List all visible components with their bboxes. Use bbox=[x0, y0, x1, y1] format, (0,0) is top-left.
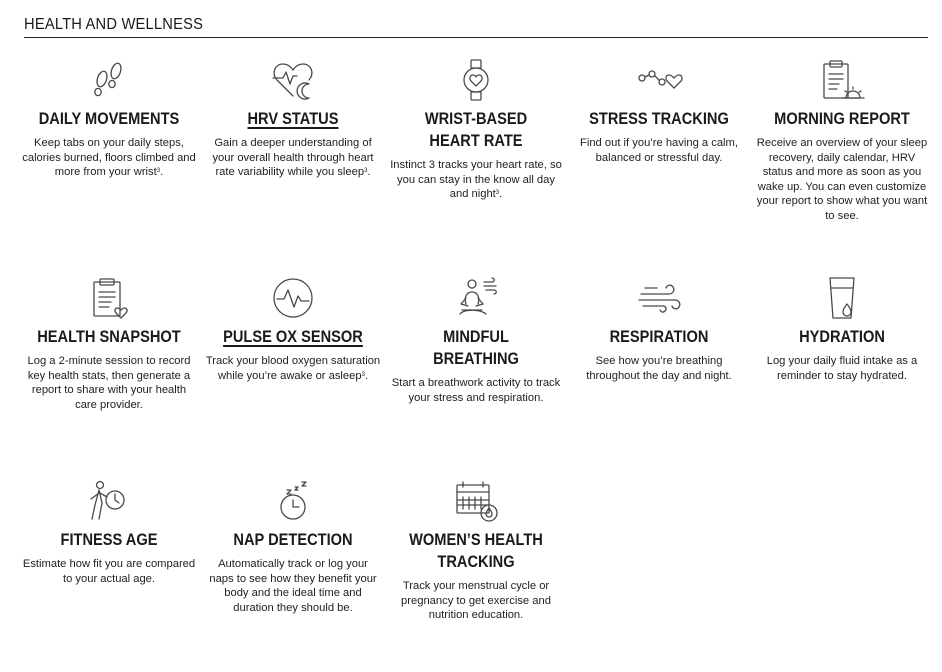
feature-description: See how you’re breathing throughout the day and night. bbox=[586, 355, 732, 382]
feature-title: MINDFUL BREATHING bbox=[433, 327, 519, 368]
nap-clock-icon bbox=[269, 477, 317, 525]
feature-pulse-ox bbox=[205, 274, 381, 383]
pulse-ox-sensor-link[interactable]: PULSE OX SENSOR bbox=[223, 327, 363, 346]
feature-health-snapshot bbox=[21, 274, 197, 412]
feature-nap-detection bbox=[205, 477, 381, 615]
pulse-ox-icon bbox=[269, 274, 317, 322]
feature-description: Start a breathwork activity to track your stress and respiration. bbox=[391, 377, 561, 404]
feature-description: Automatically track or log your naps to see how they benefit your body and the ideal time and duration they should be. bbox=[209, 558, 377, 614]
feature-title: STRESS TRACKING bbox=[589, 109, 729, 128]
feature-title: FITNESS AGE bbox=[60, 530, 158, 549]
watch-heart-icon bbox=[452, 56, 500, 104]
feature-morning-report bbox=[754, 56, 930, 224]
feature-description: Log a 2-minute session to record key health stats, then generate a report to share with your health care provider. bbox=[27, 355, 191, 411]
hrv-status-link[interactable]: HRV STATUS bbox=[247, 109, 339, 128]
calendar-drop-icon bbox=[452, 477, 500, 525]
clipboard-sunrise-icon bbox=[818, 56, 866, 104]
runner-clock-icon bbox=[85, 477, 133, 525]
wind-icon bbox=[635, 274, 683, 322]
feature-description: Instinct 3 tracks your heart rate, so you can stay in the know all day and night$^3$. bbox=[390, 159, 562, 201]
feature-description: Estimate how fit you are compared to your actual age. bbox=[22, 558, 196, 585]
water-glass-icon bbox=[818, 274, 866, 322]
feature-title: MORNING REPORT bbox=[774, 109, 910, 128]
feature-title: NAP DETECTION bbox=[233, 530, 353, 549]
feature-title: RESPIRATION bbox=[609, 327, 709, 346]
feature-wrist-heart-rate bbox=[388, 56, 564, 202]
section-divider bbox=[24, 37, 928, 38]
feature-description: Track your blood oxygen saturation while you’re awake or asleep$^3$. bbox=[205, 355, 381, 382]
meditation-icon bbox=[452, 274, 500, 322]
section-title: HEALTH AND WELLNESS bbox=[24, 16, 204, 33]
feature-womens-health bbox=[388, 477, 564, 623]
feature-hrv-status bbox=[205, 56, 381, 180]
feature-respiration bbox=[571, 274, 747, 383]
feature-description: Log your daily fluid intake as a reminder to stay hydrated. bbox=[766, 355, 918, 382]
feature-title: DAILY MOVEMENTS bbox=[38, 109, 180, 128]
feature-description: Find out if you’re having a calm, balanced or stressful day. bbox=[580, 137, 738, 164]
feature-hydration bbox=[754, 274, 930, 383]
feature-title: HEALTH SNAPSHOT bbox=[37, 327, 181, 346]
feature-description: Keep tabs on your daily steps, calories burned, floors climbed and more from your wrist$^3$. bbox=[22, 137, 196, 179]
feature-title: HYDRATION bbox=[799, 327, 885, 346]
feature-stress-tracking bbox=[571, 56, 747, 165]
clipboard-heart-icon bbox=[85, 274, 133, 322]
feature-title: WOMEN’S HEALTH TRACKING bbox=[409, 530, 543, 571]
feature-daily-movements bbox=[21, 56, 197, 180]
feature-description: Gain a deeper understanding of your overall health through heart rate variability while you sleep$^3$. bbox=[212, 137, 374, 179]
feature-title: WRIST-BASED HEART RATE bbox=[424, 109, 528, 150]
heart-moon-icon bbox=[269, 56, 317, 104]
feature-description: Track your menstrual cycle or pregnancy to get exercise and nutrition education. bbox=[401, 580, 551, 622]
stress-heart-icon bbox=[635, 56, 683, 104]
feature-fitness-age bbox=[21, 477, 197, 586]
feature-description: Receive an overview of your sleep recovery, daily calendar, HRV status and more as soon as you wake up. You can even customize your report to show what you want to see. bbox=[756, 137, 928, 222]
footprints-icon bbox=[85, 56, 133, 104]
feature-mindful-breathing bbox=[388, 274, 564, 405]
